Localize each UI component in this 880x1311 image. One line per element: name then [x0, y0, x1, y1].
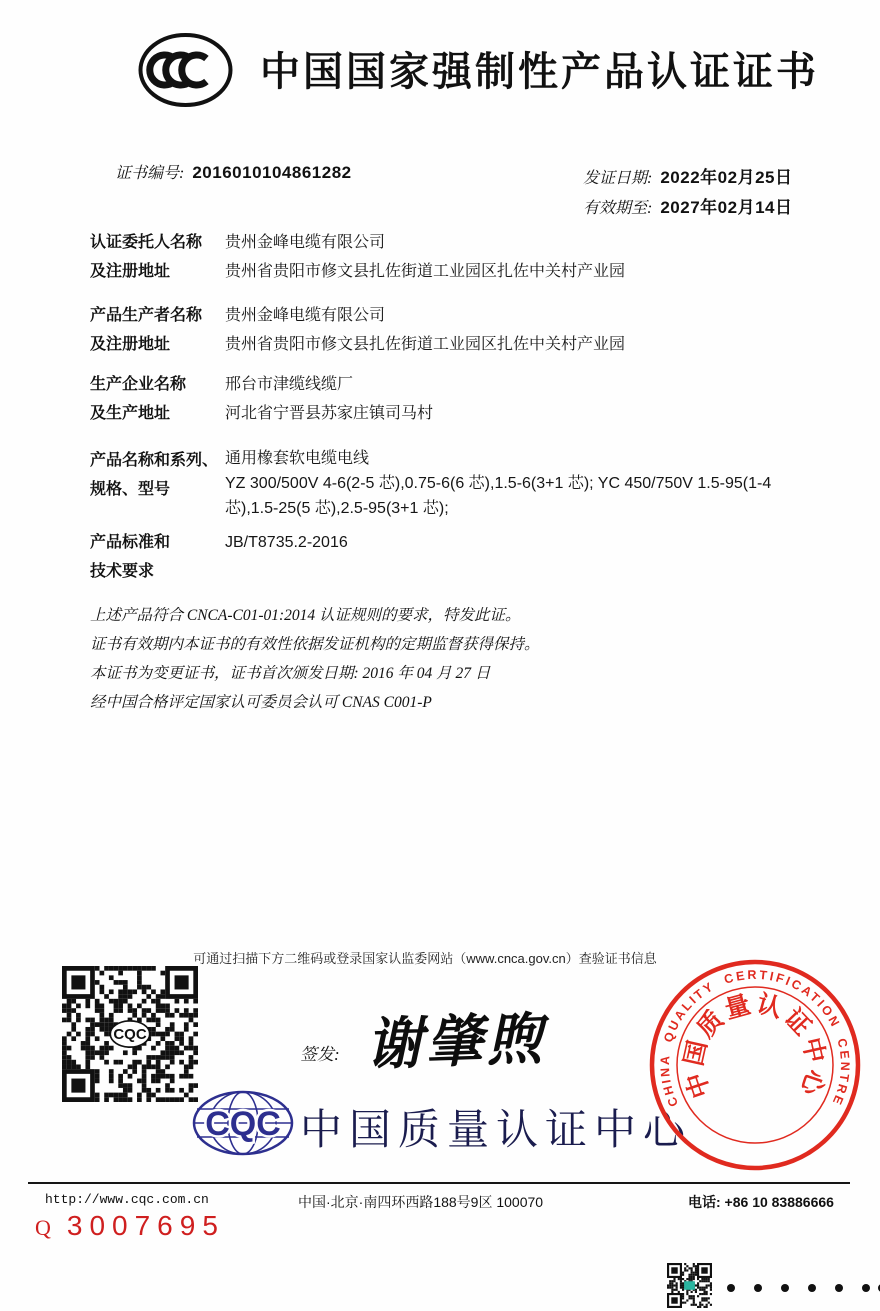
manufacturer-name-label: 产品生产者名称	[90, 307, 203, 324]
dot	[781, 1284, 789, 1292]
dot	[862, 1284, 870, 1292]
footer-address: 中国·北京·南四环西路188号9区 100070	[298, 1194, 544, 1210]
applicant-address: 贵州省贵阳市修文县扎佐街道工业园区扎佐中关村产业园	[225, 263, 626, 280]
dot	[808, 1284, 816, 1292]
applicant-section	[90, 228, 790, 286]
product-name-label: 产品名称和系列、	[90, 452, 219, 469]
ccc-logo-icon	[137, 31, 234, 109]
statement-line: 经中国合格评定国家认可委员会认可 CNAS C001-P	[90, 694, 432, 711]
valid-until-row	[583, 193, 792, 218]
product-section	[90, 446, 790, 521]
footer-url: http://www.cqc.com.cn	[45, 1192, 209, 1207]
factory-section	[90, 370, 790, 428]
issue-date-label: 发证日期:	[583, 170, 653, 187]
manufacturer-address-label: 及注册地址	[90, 336, 171, 353]
statement-line: 上述产品符合 CNCA-C01-01:2014 认证规则的要求，特发此证。	[90, 607, 521, 624]
certificate-number-row	[115, 160, 352, 183]
valid-until-label: 有效期至:	[583, 200, 653, 217]
footer-divider	[28, 1182, 850, 1184]
valid-until-date: 2027年02月14日	[660, 198, 793, 217]
applicant-name: 贵州金峰电缆有限公司	[225, 234, 386, 251]
seal-english-text: CHINA QUALITY CERTIFICATION CENTRE	[657, 967, 853, 1109]
standard-value: JB/T8735.2-2016	[225, 534, 348, 551]
product-model-label: 规格、型号	[90, 481, 171, 498]
serial-prefix: Q	[35, 1215, 51, 1240]
standard-section	[90, 528, 790, 586]
signed-by-label: 签发:	[300, 1045, 340, 1064]
factory-name: 邢台市津缆线缆厂	[225, 376, 354, 393]
seal-chinese-text: 中国质量认证中心	[679, 989, 831, 1102]
page-title: 中国国家强制性产品认证证书	[260, 50, 819, 94]
factory-address-label: 及生产地址	[90, 405, 171, 422]
manufacturer-name: 贵州金峰电缆有限公司	[225, 307, 386, 324]
registration-dots	[727, 1284, 880, 1292]
red-certification-seal	[645, 955, 865, 1175]
serial-number	[35, 1210, 225, 1242]
applicant-address-label: 及注册地址	[90, 263, 171, 280]
verification-qr-code	[62, 966, 198, 1102]
manufacturer-address: 贵州省贵阳市修文县扎佐街道工业园区扎佐中关村产业园	[225, 336, 626, 353]
dot	[754, 1284, 762, 1292]
certificate-number: 2016010104861282	[192, 163, 352, 182]
manufacturer-section	[90, 301, 790, 359]
issue-date: 2022年02月25日	[660, 168, 793, 187]
qr-verify-note: 可通过扫描下方二维码或登录国家认监委网站（www.cnca.gov.cn）查验证书信息	[193, 951, 657, 966]
statements-block	[90, 601, 730, 717]
cqc-globe-icon	[191, 1089, 295, 1157]
factory-address: 河北省宁晋县苏家庄镇司马村	[225, 405, 434, 422]
serial-digits: 3007695	[66, 1210, 225, 1241]
issuer-name: 中国质量认证中心	[300, 1106, 693, 1153]
standard-label-1: 产品标准和	[90, 534, 171, 551]
issue-date-row	[583, 163, 792, 188]
svg-text:中国质量认证中心	[680, 990, 831, 1102]
standard-label-2: 技术要求	[90, 563, 155, 580]
product-name: 通用橡套软电缆电线	[225, 450, 370, 467]
statement-line: 本证书为变更证书，证书首次颁发日期: 2016 年 04 月 27 日	[90, 665, 491, 682]
footer-phone: 电话: +86 10 83886666	[688, 1194, 834, 1210]
cqc-logo-text: CQC	[205, 1105, 281, 1143]
factory-name-label: 生产企业名称	[90, 376, 187, 393]
dot	[727, 1284, 735, 1292]
corner-qr-code	[667, 1263, 712, 1308]
applicant-name-label: 认证委托人名称	[90, 234, 203, 251]
svg-text:CQC: CQC	[113, 1026, 147, 1044]
product-spec: YZ 300/500V 4-6(2-5 芯),0.75-6(6 芯),1.5-6(3+1 芯); YC 450/750V 1.5-95(1-4 芯),1.5-25(5 芯),2.5-95(3+1 芯);	[225, 475, 772, 517]
dot	[835, 1284, 843, 1292]
statement-line: 证书有效期内本证书的有效性依据发证机构的定期监督获得保持。	[90, 636, 540, 653]
certificate-number-label: 证书编号:	[115, 165, 185, 182]
signature-handwriting: 谢肇煦	[365, 1008, 548, 1078]
